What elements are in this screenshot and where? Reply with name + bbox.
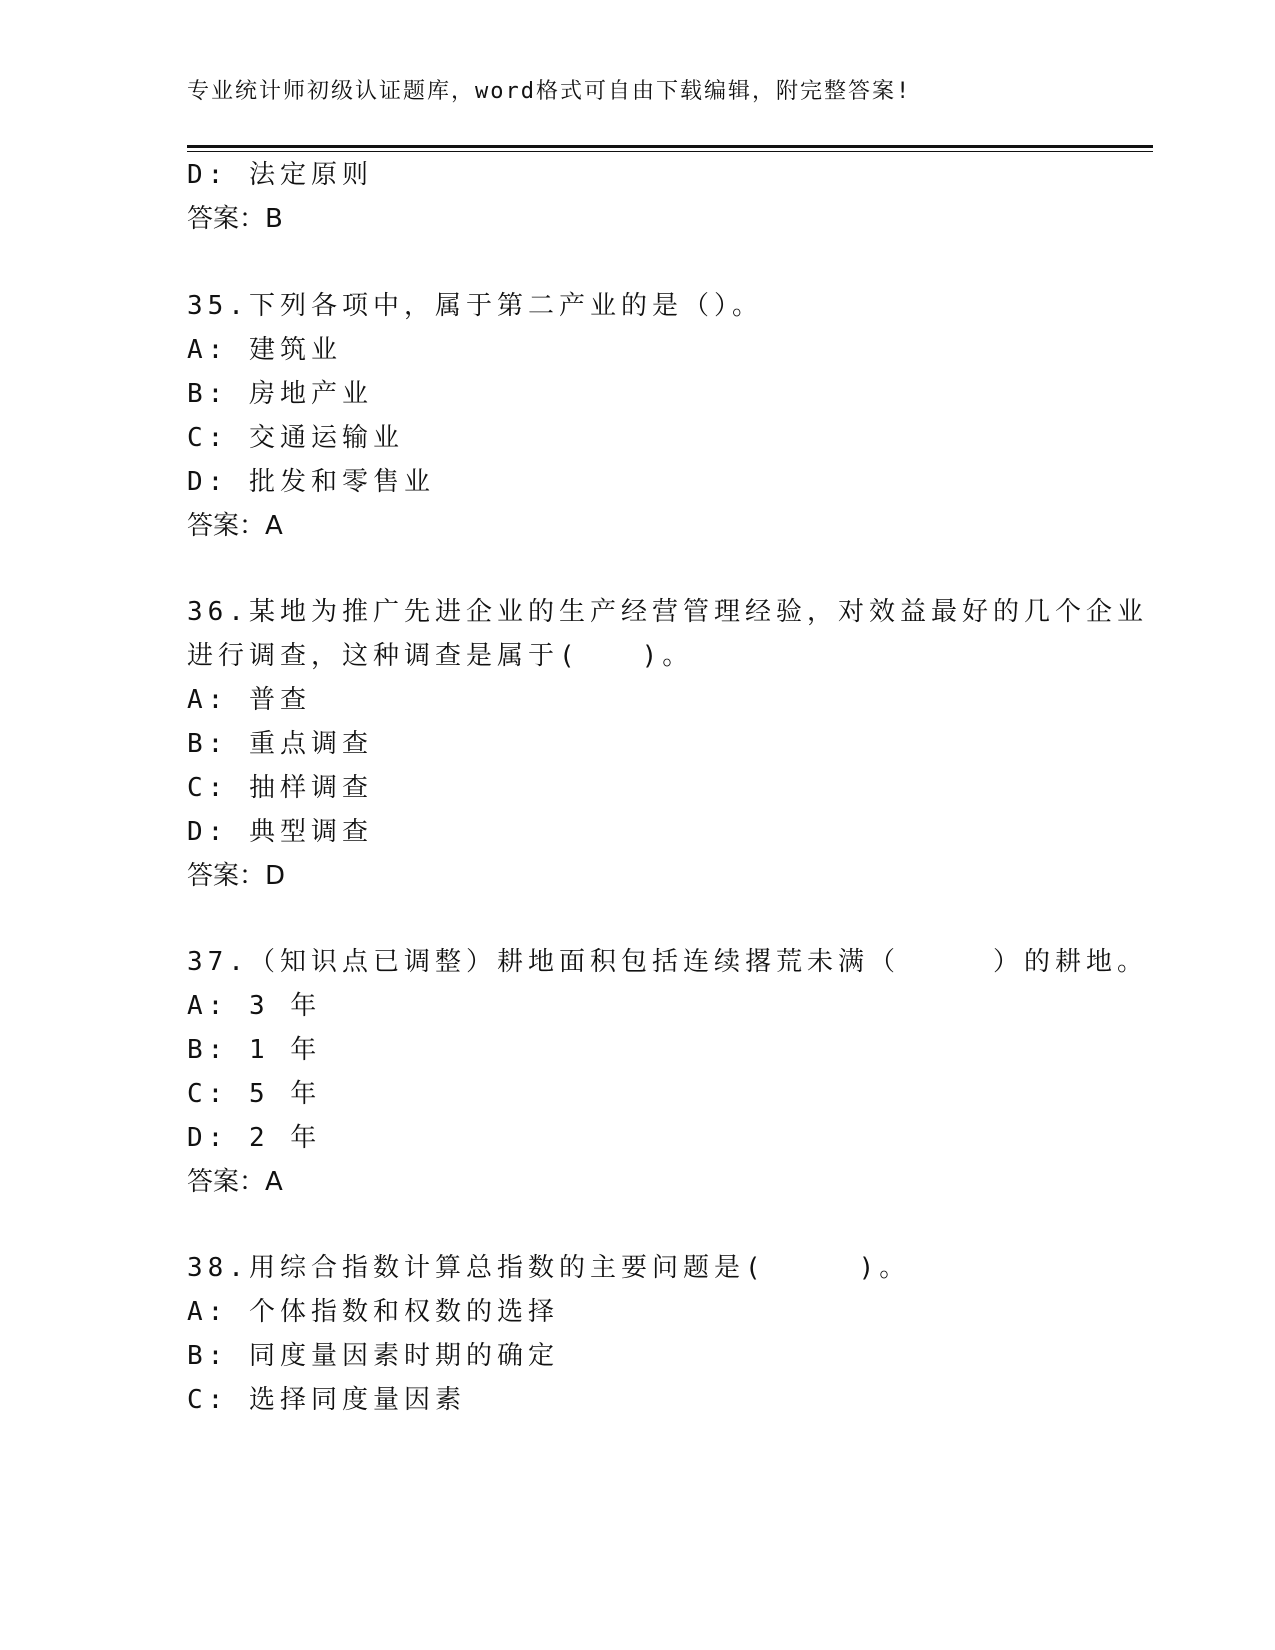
prev-answer: 答案：B xyxy=(187,204,283,234)
header-rule-thin xyxy=(187,151,1153,152)
header-rule-thick xyxy=(187,145,1153,148)
question-35-stem: 35.下列各项中，属于第二产业的是（）。 xyxy=(187,291,763,321)
question-37-option-c: C: 5 年 xyxy=(187,1079,322,1109)
question-35-option-a: A: 建筑业 xyxy=(187,335,342,365)
question-35-answer: 答案：A xyxy=(187,511,283,541)
question-35-option-d: D: 批发和零售业 xyxy=(187,467,435,497)
question-37-stem: 37.（知识点已调整）耕地面积包括连续撂荒未满（ ）的耕地。 xyxy=(187,947,1148,977)
question-38-stem: 38.用综合指数计算总指数的主要问题是( )。 xyxy=(187,1253,911,1283)
question-38-option-b: B: 同度量因素时期的确定 xyxy=(187,1341,559,1371)
page-header: 专业统计师初级认证题库，word格式可自由下载编辑，附完整答案! xyxy=(187,79,912,104)
question-36-option-d: D: 典型调查 xyxy=(187,817,373,847)
question-37-option-a: A: 3 年 xyxy=(187,991,322,1021)
question-37-option-d: D: 2 年 xyxy=(187,1123,322,1153)
question-36-stem-line-2: 进行调查，这种调查是属于( )。 xyxy=(187,641,694,671)
question-36-stem-line-1: 36.某地为推广先进企业的生产经营管理经验，对效益最好的几个企业 xyxy=(187,597,1148,627)
question-36-option-a: A: 普查 xyxy=(187,685,311,715)
question-35-option-b: B: 房地产业 xyxy=(187,379,373,409)
question-36-option-c: C: 抽样调查 xyxy=(187,773,373,803)
question-36-answer: 答案：D xyxy=(187,861,286,891)
question-38-option-a: A: 个体指数和权数的选择 xyxy=(187,1297,559,1327)
prev-option-d: D: 法定原则 xyxy=(187,160,373,190)
question-36-option-b: B: 重点调查 xyxy=(187,729,373,759)
question-37-option-b: B: 1 年 xyxy=(187,1035,322,1065)
question-35-option-c: C: 交通运输业 xyxy=(187,423,404,453)
question-38-option-c: C: 选择同度量因素 xyxy=(187,1385,466,1415)
question-37-answer: 答案：A xyxy=(187,1167,283,1197)
